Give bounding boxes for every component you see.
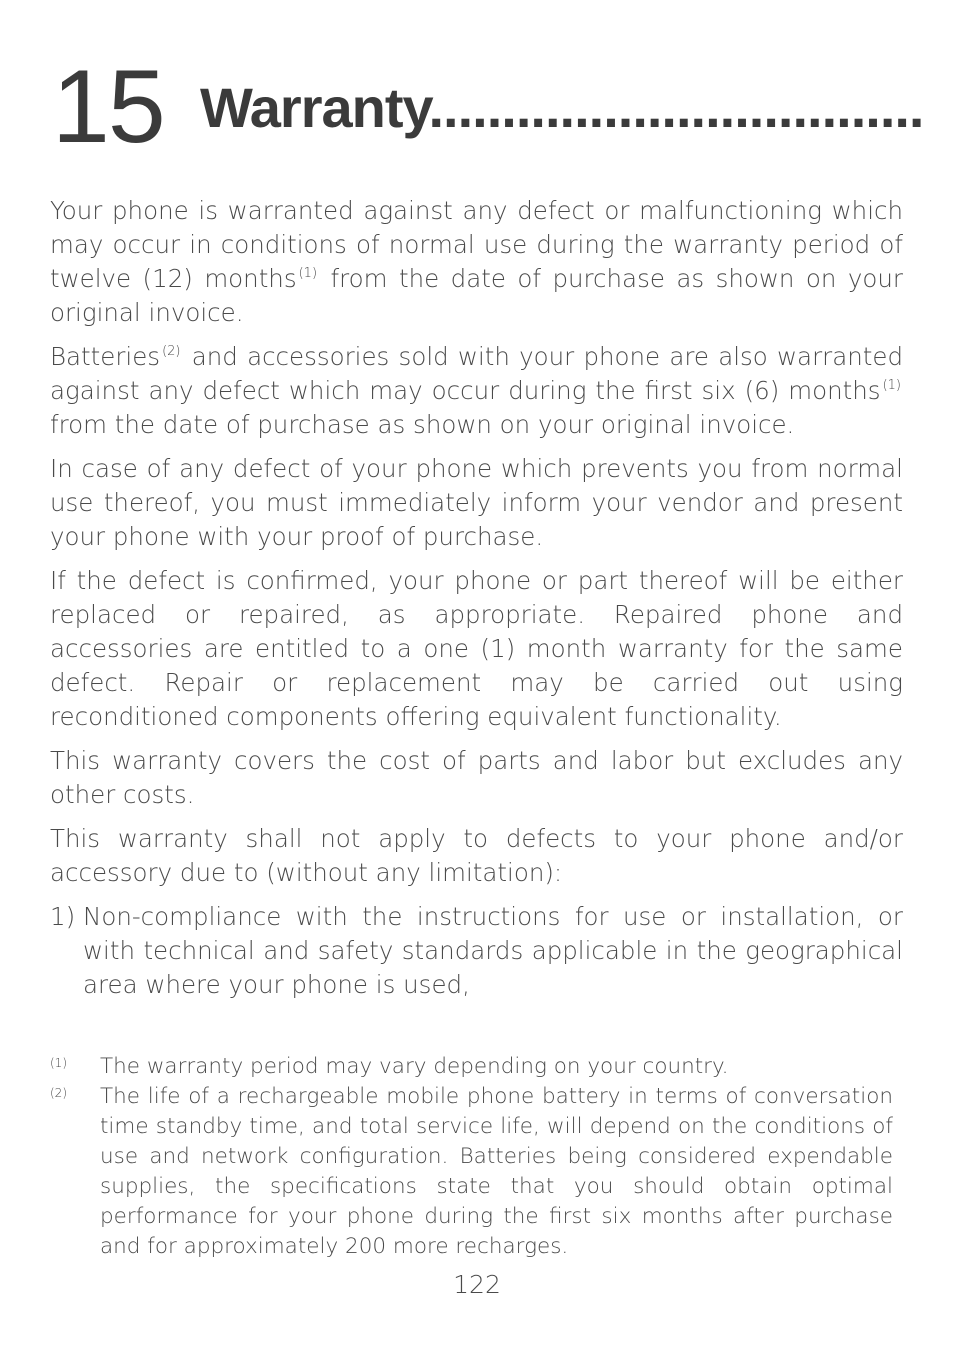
paragraph-text: from the date of purchase as shown on your original invoice. — [50, 410, 795, 439]
paragraph-text: from the date of purchase as shown on your original invoice. — [50, 264, 903, 327]
chapter-number: 15 — [52, 49, 164, 165]
footnotes — [50, 1052, 893, 1262]
paragraph-exclusions: This warranty shall not apply to defects to your phone and/or accessory due to (without any limitation): — [50, 824, 903, 887]
paragraph-costs: This warranty covers the cost of parts and labor but excludes any other costs. — [50, 746, 903, 809]
paragraph-warranty-period — [50, 194, 903, 330]
footnote-ref: (2) — [162, 344, 181, 359]
paragraph-defect-notice: In case of any defect of your phone which prevents you from normal use thereof, you must immediately inform your vendor and present your phone with your proof of purchase. — [50, 454, 903, 551]
paragraph-batteries — [50, 340, 903, 442]
footnote-marker: (2) — [50, 1086, 67, 1100]
paragraph-text: Your phone is warranted against any defect or malfunctioning which may occur in conditions of normal use during the warranty period of twelve (12) months — [50, 196, 903, 293]
chapter-header — [52, 49, 924, 165]
list-item — [50, 900, 903, 1002]
chapter-title: Warranty.................................. — [200, 76, 924, 139]
footnote-item — [50, 1052, 893, 1082]
footnote-ref: (1) — [882, 378, 901, 393]
list-item-text: Non-compliance with the instructions for use or installation, or with technical and safety standards applicable in the geographical area where your phone is used, — [83, 902, 903, 999]
footnote-ref: (1) — [298, 266, 318, 281]
paragraph-text: Batteries — [50, 342, 161, 371]
paragraph-repair-replace: If the defect is confirmed, your phone or part thereof will be either replaced or repaired, as appropriate. Repaired phone and accessories are entitled to a one (1) month warranty for the same defect. Repair or replacement may be carried out using reconditioned components offering equivalent functionality. — [50, 566, 903, 731]
footnote-text: The life of a rechargeable mobile phone battery in terms of conversation time standby time, and total service life, will depend on the conditions of use and network configuration. Batteries being considered expendable supplies, the specifications state that you should obtain optimal performance for your phone during the first six months after purchase and for approximately 200 more recharges. — [100, 1084, 893, 1259]
footnote-marker: (1) — [50, 1056, 67, 1070]
footnote-item — [50, 1082, 893, 1262]
paragraph-text: and accessories sold with your phone are also warranted against any defect which may occur during the first six (6) months — [50, 342, 903, 405]
page-number: 122 — [453, 1270, 501, 1299]
body-text — [50, 194, 903, 1002]
footnote-text: The warranty period may vary depending on your country. — [100, 1054, 729, 1079]
list-marker: 1) — [50, 902, 76, 931]
